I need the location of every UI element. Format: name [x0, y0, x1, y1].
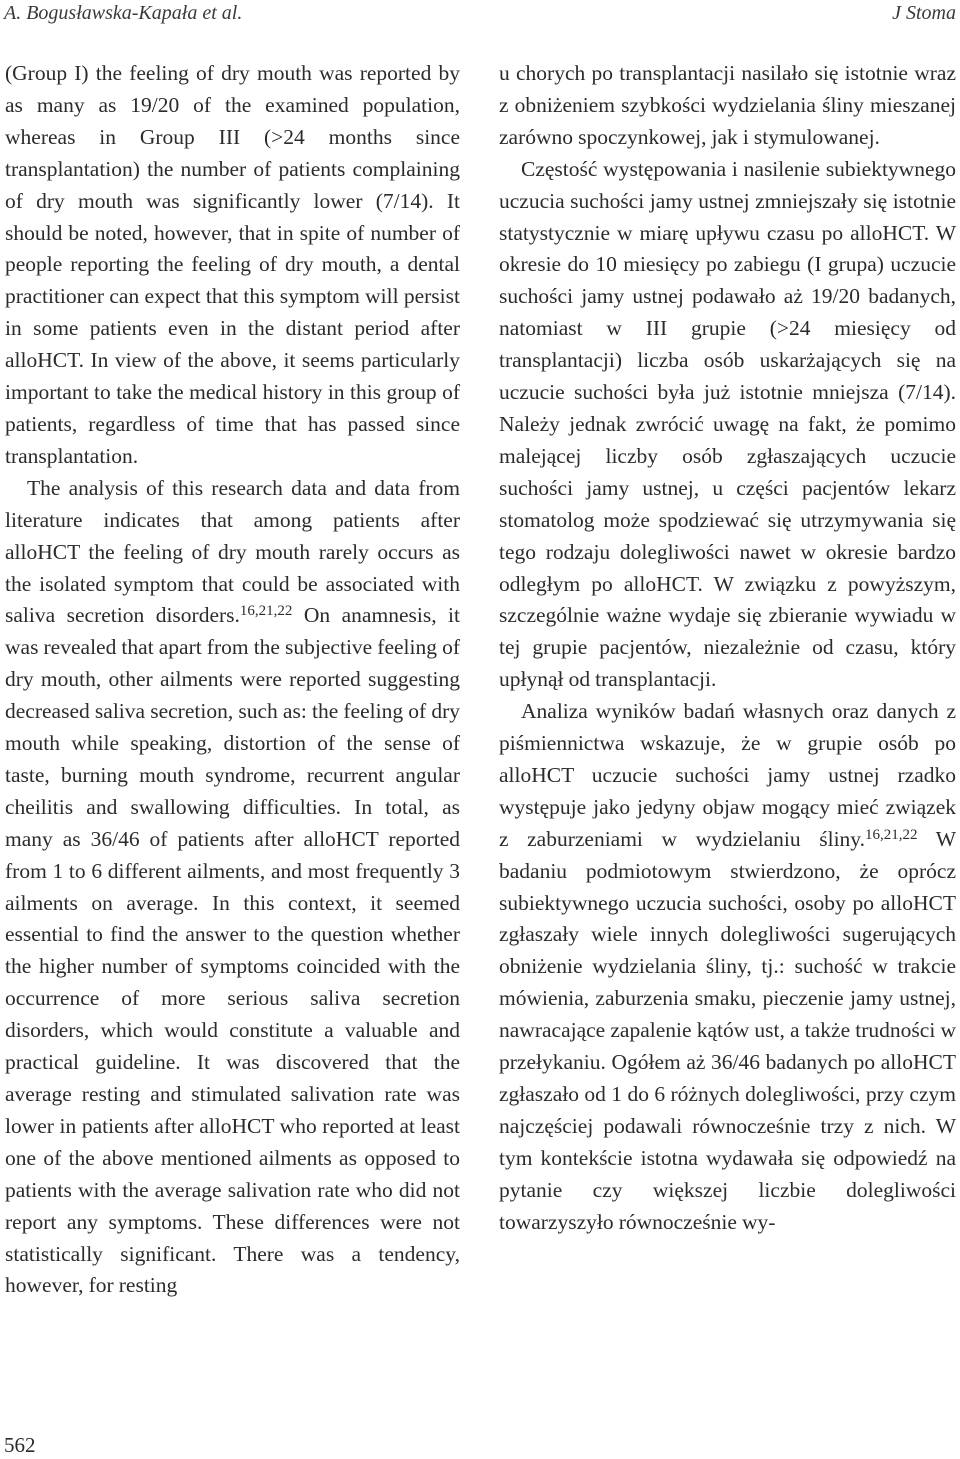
citation-refs: 16,21,22 — [239, 603, 293, 620]
header-authors: A. Bogusławska-Kapała et al. — [4, 2, 243, 24]
citation-refs: 16,21,22 — [865, 826, 918, 843]
running-header — [4, 2, 956, 30]
right-paragraph-3-text: Analiza wyników badań własnych oraz danych z piśmiennictwa wskazuje, że w grupie osób po alloHCT uczucie suchości jamy ustnej rzadko występuje jako jedyny objaw mogący mieć związek z zaburzeniami w wydzielaniu śliny. — [499, 699, 956, 851]
right-column — [499, 58, 956, 1239]
left-paragraph-2-tail: On anamnesis, it was revealed that apart from the subjective feeling of dry mouth, other ailments were reported suggesting decreased saliva secretion, such as: the feeling of dry mouth while speaking, distortion of the sense of taste, burning mouth syndrome, recurrent angular cheilitis and swallowing difficulties. In total, as many as 36/46 of patients after alloHCT reported from 1 to 6 different ailments, and most frequently 3 ailments on average. In this context, it seemed essential to find the answer to the question whether the higher number of symptoms coincided with the occurrence of more serious saliva secretion disorders, which would constitute a valuable and practical guideline. It was discovered that the average resting and stimulated salivation rate was lower in patients after alloHCT who reported at least one of the above mentioned ailments as opposed to patients with the average salivation rate who did not report any symptoms. These differences were not statistically significant. There was a tendency, however, for resting — [5, 603, 460, 1298]
right-paragraph-2: Częstość występowania i nasilenie subiektywnego uczucia suchości jamy ustnej zmniejszały się istotnie statystycznie w miarę upływu czasu po alloHCT. W okresie do 10 miesięcy po zabiegu (I grupa) uczucie suchości jamy ustnej podawało aż 19/20 badanych, natomiast w III grupie (>24 miesięcy od transplantacji) liczba osób uskarżających się na uczucie suchości była już istotnie mniejsza (7/14). Należy jednak zwrócić uwagę na fakt, że pomimo malejącej liczby osób zgłaszających uczucie suchości jamy ustnej, u części pacjentów lekarz stomatolog może spodziewać się utrzymywania się tego rodzaju dolegliwości nawet w okresie bardzo odległym po alloHCT. W związku z powyższym, szczególnie ważne wydaje się zbieranie wywiadu w tej grupie pacjentów, niezależnie od czasu, który upłynął od transplantacji. — [499, 156, 956, 692]
right-paragraph-3 — [499, 696, 956, 1238]
right-paragraph-3-tail: W badaniu podmiotowym stwierdzono, że oprócz subiektywnego uczucia suchości, osoby po alloHCT zgłaszały wiele innych dolegliwości sugerujących obniżenie wydzielania śliny, tj.: suchość w trakcie mówienia, zaburzenia smaku, pieczenie jamy ustnej, nawracające zapalenie kątów ust, a także trudności w przełykaniu. Ogółem aż 36/46 badanych po alloHCT zgłaszało od 1 do 6 różnych dolegliwości, przy czym najczęściej podawali równocześnie trzy z nich. W tym kontekście istotna wydawała się odpowiedź na pytanie czy większej liczbie dolegliwości towarzyszyło równocześnie wy- — [499, 826, 957, 1234]
right-paragraph-1: u chorych po transplantacji nasilało się istotnie wraz z obniżeniem szybkości wydzielania śliny mieszanej zarówno spoczynkowej, jak i stymulowanej. — [499, 61, 956, 149]
header-journal: J Stoma — [892, 2, 956, 24]
page-number: 562 — [4, 1433, 36, 1457]
left-paragraph-1: (Group I) the feeling of dry mouth was reported by as many as 19/20 of the examined population, whereas in Group III (>24 months since transplantation) the number of patients complaining of dry mouth was significantly lower (7/14). It should be noted, however, that in spite of number of people reporting the feeling of dry mouth, a dental practitioner can expect that this symptom will persist in some patients even in the distant period after alloHCT. In view of the above, it seems particularly important to take the medical history in this group of patients, regardless of time that has passed since transplantation. — [5, 61, 460, 468]
left-column — [5, 58, 460, 1302]
left-paragraph-2-text: The analysis of this research data and data from literature indicates that among patients after alloHCT the feeling of dry mouth rarely occurs as the isolated symptom that could be associated with saliva secretion disorders. — [5, 475, 460, 628]
left-paragraph-2 — [5, 473, 460, 1303]
